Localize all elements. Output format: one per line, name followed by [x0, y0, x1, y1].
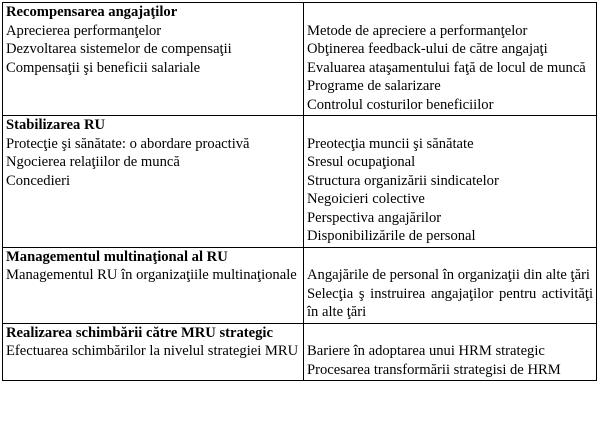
section-heading: Realizarea schimbării către MRU strategic: [6, 324, 273, 341]
section-3-right-cell: [304, 247, 597, 323]
right-item: Sresul ocupaţional: [307, 154, 416, 170]
left-item: Compensaţii şi beneficii salariale: [6, 59, 201, 76]
right-item: Metode de apreciere a performanţelor: [307, 22, 528, 39]
left-item: Ngocierea relaţiilor de muncă: [6, 154, 180, 170]
left-item: Managementul RU în organizaţiile multinaţionale: [6, 267, 297, 283]
right-item: Procesarea transformării strategisi de HRM: [307, 361, 561, 378]
left-item: Efectuarea schimbărilor la nivelul strategiei MRU: [6, 343, 299, 359]
right-item: Bariere în adoptarea unui HRM strategic: [307, 343, 545, 359]
left-item: Protecţie şi sănătate: o abordare proactivă: [6, 135, 250, 152]
section-1-left-cell: [3, 3, 304, 116]
left-item: Dezvoltarea sistemelor de compensaţii: [6, 41, 232, 57]
document-table-container: [2, 2, 596, 381]
right-item: Structura organizării sindicatelor: [307, 172, 499, 189]
right-cell-top-spacer: [307, 116, 593, 135]
right-item: Angajările de personal în organizaţii din alte ţări: [307, 267, 590, 283]
section-heading: Recompensarea angajaţilor: [6, 4, 178, 20]
table-row-section-2: [3, 116, 597, 248]
hrm-topics-table: [2, 2, 597, 381]
right-item: Obţinerea feedback-ului de către angajaţi: [307, 41, 548, 57]
section-heading: Stabilizarea RU: [6, 117, 106, 133]
right-item: Controlul costurilor beneficiilor: [307, 96, 494, 113]
section-2-right-cell: [304, 116, 597, 248]
section-2-left-cell: [3, 116, 304, 248]
right-item: Disponibilizările de personal: [307, 228, 476, 244]
right-item: Perspectiva angajărilor: [307, 209, 442, 226]
section-4-left-cell: [3, 323, 304, 381]
section-3-left-cell: [3, 247, 304, 323]
section-heading: Managementul multinaţional al RU: [6, 248, 228, 265]
right-cell-top-spacer: [307, 3, 593, 22]
left-item: Aprecierea performanţelor: [6, 22, 162, 39]
table-row-section-3: [3, 247, 597, 323]
right-cell-top-spacer: [307, 324, 593, 343]
section-4-right-cell: [304, 323, 597, 381]
right-item: Programe de salarizare: [307, 78, 441, 94]
right-item: Selecţia ş instruirea angajaţilor pentru activităţi în alte ţări: [307, 285, 593, 320]
table-row-section-1: [3, 3, 597, 116]
right-item: Evaluarea ataşamentului faţă de locul de muncă: [307, 59, 586, 76]
right-item: Preotecţia muncii şi sănătate: [307, 135, 474, 152]
table-row-section-4: [3, 323, 597, 381]
right-item: Negoicieri colective: [307, 191, 425, 207]
right-cell-top-spacer: [307, 248, 593, 267]
left-item: Concedieri: [6, 172, 71, 189]
section-1-right-cell: [304, 3, 597, 116]
